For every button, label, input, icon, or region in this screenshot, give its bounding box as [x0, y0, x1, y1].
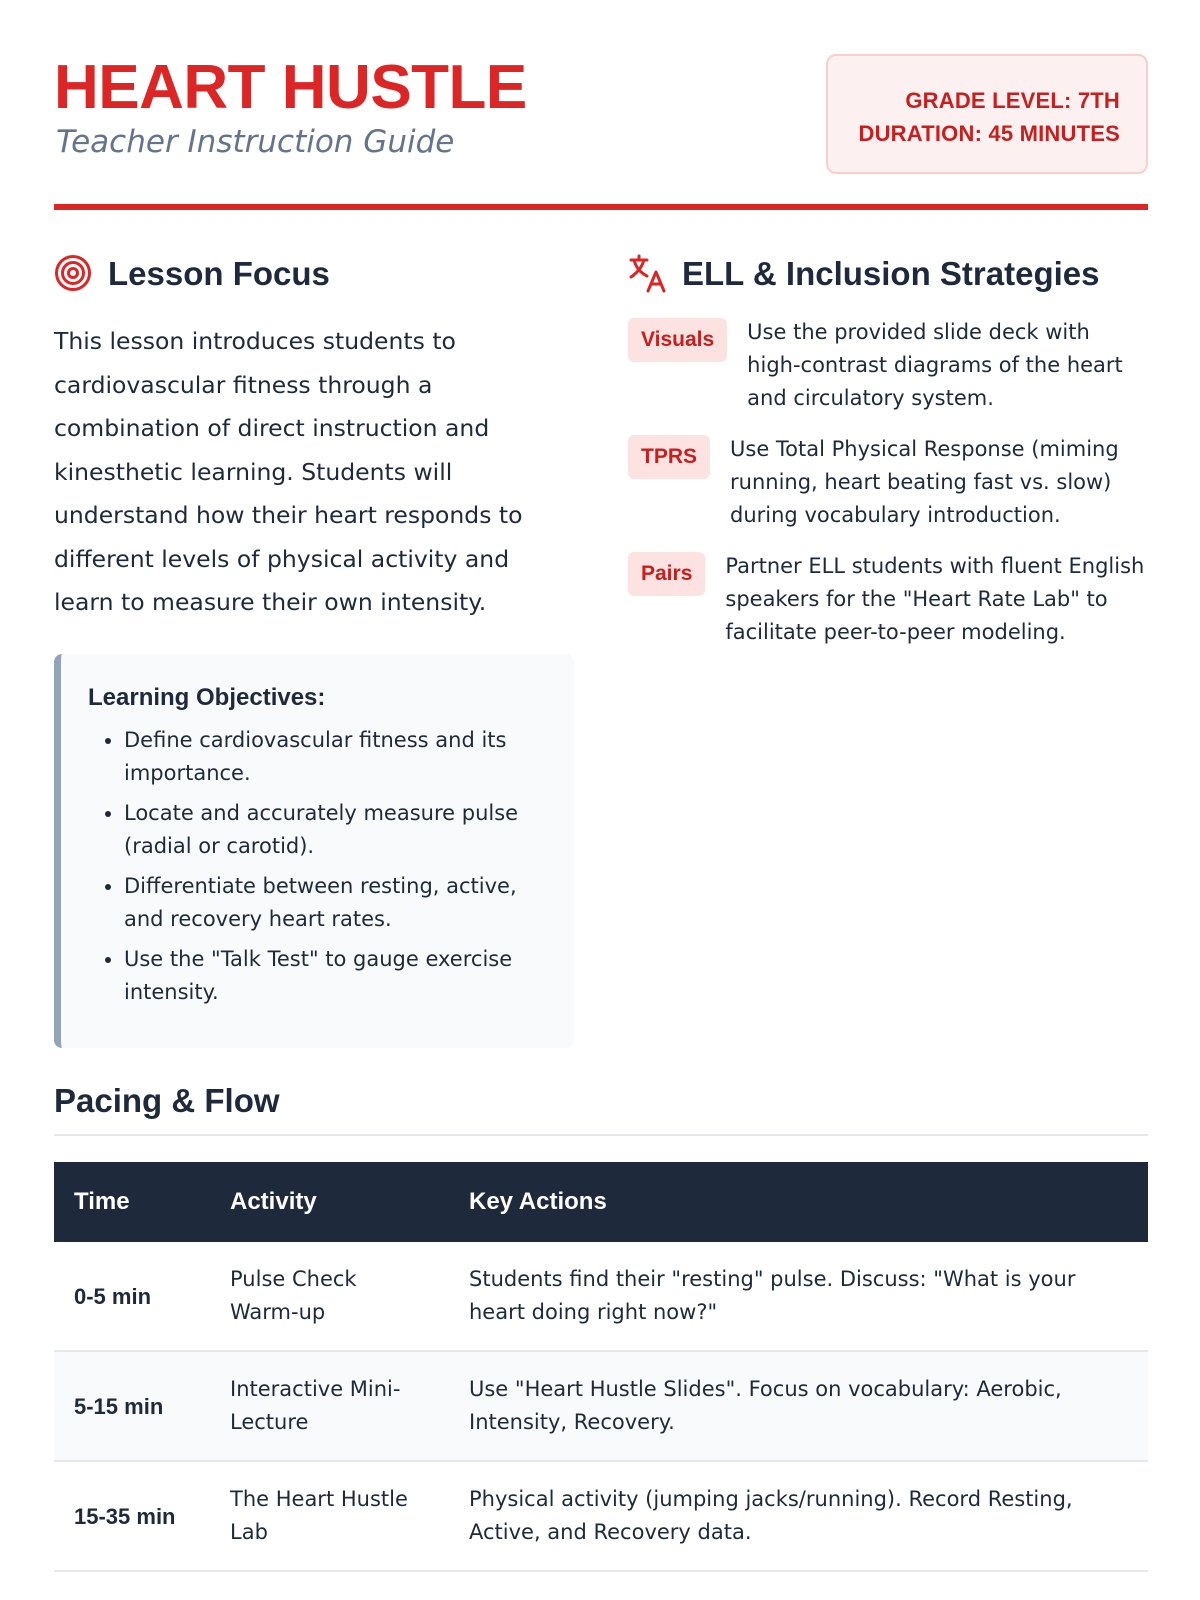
pacing-section [54, 1076, 1148, 1572]
row-time: 5-15 min [54, 1351, 210, 1461]
learning-objectives-box [54, 654, 574, 1048]
pacing-table [54, 1162, 1148, 1572]
strategy-text: Use Total Physical Response (miming running, heart beating fast vs. slow) during vocabulary introduction. [730, 437, 1119, 527]
ell-header [628, 252, 1148, 296]
objective-item: • Differentiate between resting, active, and recovery heart rates. [124, 870, 554, 936]
row-time: 0-5 min [54, 1242, 210, 1351]
lesson-focus-heading: Lesson Focus [108, 255, 330, 292]
strategy-tag: Pairs [628, 552, 705, 596]
row-actions: Use "Heart Hustle Slides". Focus on vocabulary: Aerobic, Intensity, Recovery. [449, 1351, 1148, 1461]
duration: DURATION: 45 MINUTES [858, 121, 1120, 146]
strategy-item [628, 433, 1148, 532]
strategy-tag: Visuals [628, 318, 727, 362]
row-activity: The Heart Hustle Lab [210, 1461, 449, 1571]
pacing-heading: Pacing & Flow [54, 1082, 280, 1119]
target-icon [54, 254, 94, 294]
table-header-row [54, 1162, 1148, 1242]
table-row [54, 1461, 1148, 1571]
strategy-text: Use the provided slide deck with high-contrast diagrams of the heart and circulatory system. [747, 320, 1123, 410]
strategy-tag: TPRS [628, 435, 710, 479]
page-title: HEART HUSTLE [54, 53, 527, 122]
lesson-focus-header [54, 252, 574, 296]
strategy-item [628, 316, 1148, 415]
objective-item: • Define cardiovascular fitness and its importance. [124, 724, 554, 790]
lesson-meta-box [826, 54, 1148, 174]
row-activity: Interactive Mini-Lecture [210, 1351, 449, 1461]
ell-heading: ELL & Inclusion Strategies [682, 255, 1100, 292]
objectives-heading: Learning Objectives: [88, 684, 326, 711]
column-header-key-actions: Key Actions [449, 1162, 1148, 1242]
page-subtitle: Teacher Instruction Guide [56, 124, 455, 160]
translate-icon [628, 254, 668, 294]
table-row [54, 1351, 1148, 1461]
row-actions: Students find their "resting" pulse. Discuss: "What is your heart doing right now?" [449, 1242, 1148, 1351]
strategy-list [628, 316, 1148, 649]
strategy-item [628, 550, 1148, 649]
strategy-text: Partner ELL students with fluent English speakers for the "Heart Rate Lab" to facilitate peer-to-peer modeling. [725, 554, 1145, 644]
objective-item: • Locate and accurately measure pulse (radial or carotid). [124, 797, 554, 863]
ell-section [628, 252, 1148, 667]
header-divider [54, 204, 1148, 210]
objective-item: • Use the "Talk Test" to gauge exercise intensity. [124, 943, 554, 1009]
table-row [54, 1242, 1148, 1351]
page-header [54, 0, 1148, 212]
row-activity: Pulse Check Warm-up [210, 1242, 449, 1351]
row-time: 15-35 min [54, 1461, 210, 1571]
instruction-guide-page [54, 0, 1148, 1544]
grade-level: GRADE LEVEL: 7TH [905, 88, 1120, 113]
lesson-focus-body: This lesson introduces students to cardiovascular fitness through a combination of direct instruction and kinesthetic learning. Students will understand how their heart responds to different levels of physical activity and learn to measure their own intensity. [54, 327, 523, 616]
column-header-time: Time [54, 1162, 210, 1242]
pacing-divider [54, 1134, 1148, 1136]
column-header-activity: Activity [210, 1162, 449, 1242]
lesson-focus-section [54, 252, 574, 1004]
objectives-list [88, 724, 554, 1009]
row-actions: Physical activity (jumping jacks/running). Record Resting, Active, and Recovery data. [449, 1461, 1148, 1571]
